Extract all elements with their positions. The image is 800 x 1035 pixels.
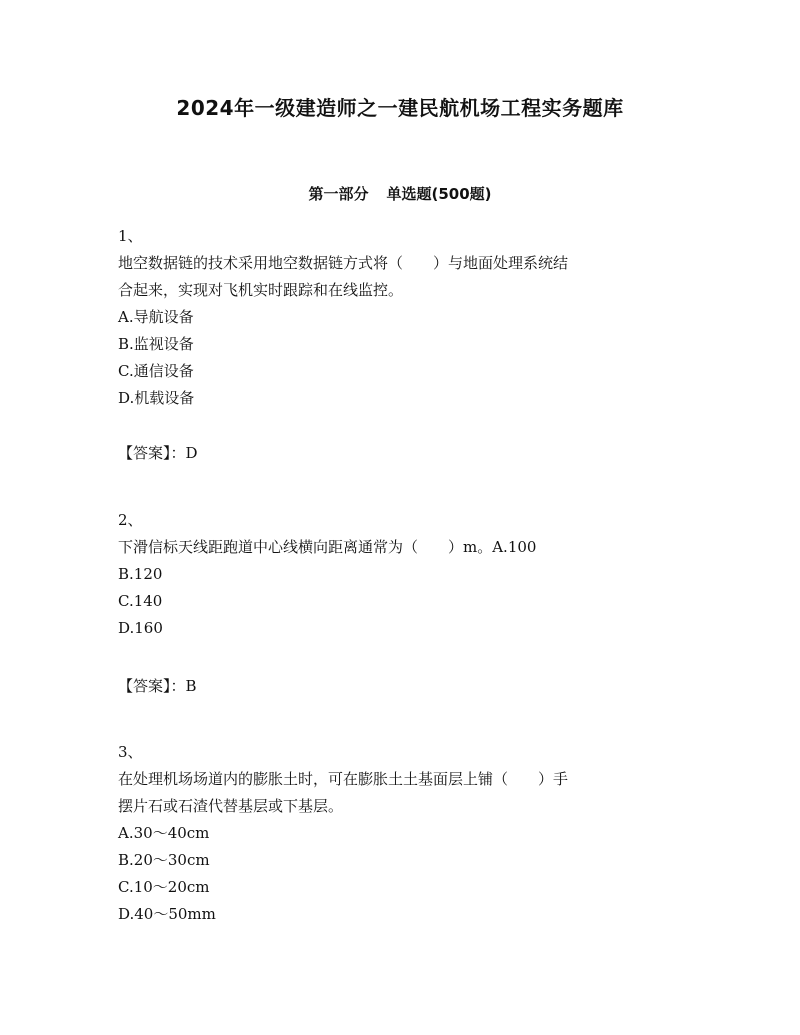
question-stem-line: 合起来，实现对飞机实时跟踪和在线监控。	[118, 281, 404, 299]
option-b: B.20～30cm	[118, 851, 210, 869]
question-3	[118, 739, 678, 928]
option-c: C.140	[118, 592, 163, 610]
section-subtitle: 单选题(500题)	[386, 185, 492, 203]
option-c: C.10～20cm	[118, 878, 210, 896]
question-stem-line: 地空数据链的技术采用地空数据链方式将（ ）与地面处理系统结	[118, 254, 569, 272]
question-stem-line: 摆片石或石渣代替基层或下基层。	[118, 797, 344, 815]
option-a: A.30～40cm	[118, 824, 210, 842]
question-stem-line: 下滑信标天线距跑道中心线横向距离通常为（ ）m。A.100	[118, 538, 537, 556]
question-stem-line: 在处理机场场道内的膨胀土时，可在膨胀土土基面层上铺（ ）手	[118, 770, 569, 788]
option-d: D.160	[118, 619, 163, 637]
answer-1	[118, 440, 198, 467]
section-title: 第一部分	[308, 185, 369, 203]
answer-label: 【答案】：	[118, 677, 186, 695]
answer-value: D	[185, 444, 198, 462]
answer-2	[118, 673, 197, 700]
option-c: C.通信设备	[118, 362, 194, 380]
question-number: 1、	[118, 227, 143, 245]
answer-value: B	[185, 677, 197, 695]
answer-label: 【答案】：	[118, 444, 186, 462]
document-title: 2024年一级建造师之一建民航机场工程实务题库	[176, 96, 624, 120]
option-d: D.机载设备	[118, 389, 195, 407]
option-a: A.导航设备	[118, 308, 194, 326]
option-b: B.监视设备	[118, 335, 194, 353]
option-d: D.40～50mm	[118, 905, 216, 923]
question-1	[118, 223, 678, 412]
question-2	[118, 507, 678, 642]
question-number: 3、	[118, 743, 143, 761]
question-number: 2、	[118, 511, 143, 529]
option-b: B.120	[118, 565, 163, 583]
section-heading	[0, 182, 800, 206]
